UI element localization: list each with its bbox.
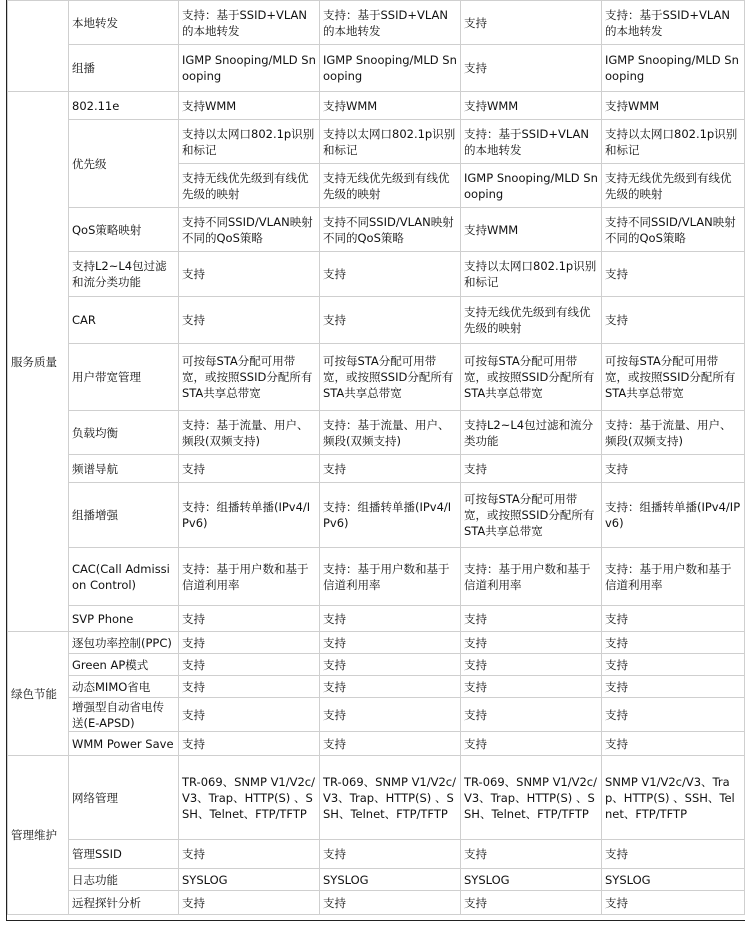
value-cell: 支持：基于用户数和基于信道利用率 [602,548,745,606]
table-row [8,297,745,344]
value-cell: 支持 [320,891,461,915]
feature-cell: 动态MIMO省电 [69,676,179,698]
value-cell: 支持 [602,252,745,297]
table-row [8,632,745,654]
value-cell: 支持WMM [179,92,320,120]
table-row [8,208,745,252]
value-cell: IGMP Snooping/MLD Snooping [602,45,745,92]
value-cell: 可按每STA分配可用带宽，或按照SSID分配所有STA共享总带宽 [461,483,602,548]
feature-cell: 增强型自动省电传送(E-APSD) [69,698,179,732]
value-cell: 支持 [461,1,602,45]
value-cell: 支持 [602,654,745,676]
value-cell: 支持 [179,297,320,344]
value-cell: SYSLOG [461,869,602,891]
value-cell: 支持无线优先级到有线优先级的映射 [179,164,320,208]
value-cell: 支持 [461,45,602,92]
value-cell: 支持 [179,252,320,297]
value-cell: 支持 [461,891,602,915]
value-cell: 支持 [179,840,320,869]
value-cell: 支持 [320,252,461,297]
value-cell: 支持WMM [320,92,461,120]
value-cell: 支持：基于SSID+VLAN的本地转发 [320,1,461,45]
table-row [8,252,745,297]
value-cell: 支持L2~L4包过滤和流分类功能 [461,411,602,455]
value-cell: 支持 [461,632,602,654]
value-cell: 支持：基于用户数和基于信道利用率 [179,548,320,606]
feature-cell: 管理SSID [69,840,179,869]
table-row [8,869,745,891]
value-cell: 支持：组播转单播(IPv4/IPv6) [602,483,745,548]
feature-cell: CAC(Call Admission Control) [69,548,179,606]
value-cell: 支持：基于SSID+VLAN的本地转发 [461,120,602,164]
value-cell: 支持 [320,297,461,344]
value-cell: 支持 [179,732,320,756]
table-row [8,548,745,606]
table-row [8,698,745,732]
feature-cell: 组播 [69,45,179,92]
value-cell: 支持 [179,654,320,676]
value-cell: 支持 [320,732,461,756]
value-cell: 支持 [320,455,461,483]
table-bottom-border [6,920,745,921]
value-cell: 支持 [602,698,745,732]
value-cell: 支持不同SSID/VLAN映射不同的QoS策略 [179,208,320,252]
value-cell: 支持：基于流量、用户、频段(双频支持) [320,411,461,455]
value-cell: 支持：基于用户数和基于信道利用率 [320,548,461,606]
feature-cell: 远程探针分析 [69,891,179,915]
value-cell: IGMP Snooping/MLD Snooping [320,45,461,92]
value-cell: 支持 [461,455,602,483]
value-cell: 支持以太网口802.1p识别和标记 [602,120,745,164]
value-cell: 支持：基于流量、用户、频段(双频支持) [602,411,745,455]
value-cell: SYSLOG [179,869,320,891]
value-cell: 支持 [461,840,602,869]
table-row [8,45,745,92]
value-cell: TR-069、SNMP V1/V2c/V3、Trap、HTTP(S) 、SSH、Telnet、FTP/TFTP [320,756,461,840]
value-cell: 支持：组播转单播(IPv4/IPv6) [179,483,320,548]
value-cell: 支持WMM [461,208,602,252]
value-cell: SYSLOG [320,869,461,891]
value-cell: 支持 [602,632,745,654]
table-row [8,732,745,756]
value-cell: 支持 [179,891,320,915]
value-cell: 可按每STA分配可用带宽，或按照SSID分配所有STA共享总带宽 [320,344,461,411]
value-cell: 可按每STA分配可用带宽，或按照SSID分配所有STA共享总带宽 [602,344,745,411]
value-cell: 支持无线优先级到有线优先级的映射 [461,297,602,344]
category-cell-green: 绿色节能 [8,632,69,756]
table-row [8,676,745,698]
value-cell: 支持：组播转单播(IPv4/IPv6) [320,483,461,548]
value-cell: 支持 [602,840,745,869]
category-cell-qos: 服务质量 [8,92,69,632]
table-row [8,606,745,632]
feature-cell: QoS策略映射 [69,208,179,252]
value-cell: 支持无线优先级到有线优先级的映射 [320,164,461,208]
value-cell: SNMP V1/V2c/V3、Trap、HTTP(S) 、SSH、Telnet、FTP/TFTP [602,756,745,840]
feature-cell: Green AP模式 [69,654,179,676]
value-cell: IGMP Snooping/MLD Snooping [461,164,602,208]
feature-cell: 用户带宽管理 [69,344,179,411]
value-cell: 支持 [461,606,602,632]
category-cell-blank [8,1,69,92]
value-cell: 支持 [320,676,461,698]
feature-cell: 日志功能 [69,869,179,891]
value-cell: 支持WMM [461,92,602,120]
feature-cell: 频谱导航 [69,455,179,483]
value-cell: IGMP Snooping/MLD Snooping [179,45,320,92]
value-cell: 支持 [179,455,320,483]
value-cell: 支持WMM [602,92,745,120]
value-cell: 支持 [179,698,320,732]
feature-cell: 优先级 [69,120,179,208]
value-cell: 支持 [602,297,745,344]
table-row [8,92,745,120]
table-row [8,455,745,483]
value-cell: 可按每STA分配可用带宽，或按照SSID分配所有STA共享总带宽 [461,344,602,411]
value-cell: 支持 [320,654,461,676]
value-cell: 支持 [179,632,320,654]
table-row [8,891,745,915]
feature-cell: WMM Power Save [69,732,179,756]
feature-cell: 支持L2~L4包过滤和流分类功能 [69,252,179,297]
value-cell: 支持 [461,676,602,698]
spec-table [7,0,745,915]
value-cell: 支持 [602,455,745,483]
value-cell: 可按每STA分配可用带宽，或按照SSID分配所有STA共享总带宽 [179,344,320,411]
value-cell: TR-069、SNMP V1/V2c/V3、Trap、HTTP(S) 、SSH、Telnet、FTP/TFTP [179,756,320,840]
value-cell: 支持：基于用户数和基于信道利用率 [461,548,602,606]
table-row [8,840,745,869]
value-cell: 支持不同SSID/VLAN映射不同的QoS策略 [320,208,461,252]
feature-cell: 本地转发 [69,1,179,45]
value-cell: 支持 [602,606,745,632]
table-row [8,654,745,676]
table-row [8,411,745,455]
table-row [8,483,745,548]
category-cell-mgmt: 管理维护 [8,756,69,915]
feature-cell: SVP Phone [69,606,179,632]
table-row [8,120,745,164]
value-cell: 支持：基于SSID+VLAN的本地转发 [179,1,320,45]
value-cell: 支持 [461,732,602,756]
value-cell: 支持无线优先级到有线优先级的映射 [602,164,745,208]
value-cell: 支持以太网口802.1p识别和标记 [320,120,461,164]
value-cell: 支持：基于SSID+VLAN的本地转发 [602,1,745,45]
feature-cell: 网络管理 [69,756,179,840]
value-cell: 支持 [461,698,602,732]
value-cell: TR-069、SNMP V1/V2c/V3、Trap、HTTP(S) 、SSH、Telnet、FTP/TFTP [461,756,602,840]
value-cell: 支持 [320,698,461,732]
table-row [8,1,745,45]
value-cell: 支持 [461,654,602,676]
value-cell: 支持：基于流量、用户、频段(双频支持) [179,411,320,455]
value-cell: 支持 [320,606,461,632]
value-cell: 支持 [320,632,461,654]
value-cell: 支持不同SSID/VLAN映射不同的QoS策略 [602,208,745,252]
value-cell: SYSLOG [602,869,745,891]
table-row [8,344,745,411]
value-cell: 支持以太网口802.1p识别和标记 [179,120,320,164]
feature-cell: 逐包功率控制(PPC) [69,632,179,654]
value-cell: 支持 [179,676,320,698]
feature-cell: 负载均衡 [69,411,179,455]
feature-cell: 802.11e [69,92,179,120]
value-cell: 支持 [602,732,745,756]
table-row [8,756,745,840]
value-cell: 支持 [602,676,745,698]
feature-cell: 组播增强 [69,483,179,548]
feature-cell: CAR [69,297,179,344]
value-cell: 支持 [179,606,320,632]
value-cell: 支持 [320,840,461,869]
value-cell: 支持以太网口802.1p识别和标记 [461,252,602,297]
value-cell: 支持 [602,891,745,915]
